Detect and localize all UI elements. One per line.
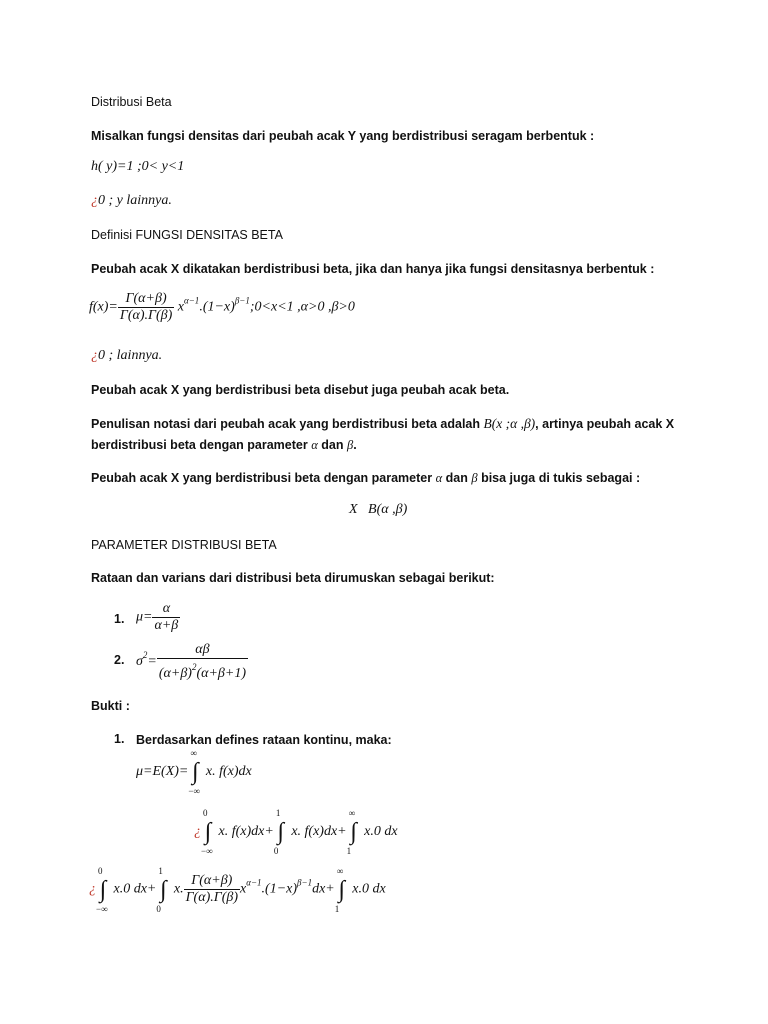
- written-text-b: dan: [445, 471, 468, 485]
- proof-label: Bukti :: [91, 699, 130, 713]
- variance-numerator: αβ: [157, 642, 248, 659]
- variance-den-b: (α+β+1): [196, 666, 246, 681]
- eq2-term2: x. f(x)dx+: [291, 824, 347, 840]
- beta-else-text: 0 ; lainnya.: [98, 348, 163, 363]
- integral-lower: −∞: [188, 786, 200, 796]
- uniform-else-text: 0 ; y lainnya.: [98, 193, 172, 208]
- inverted-question-glyph: ¿: [194, 824, 201, 840]
- notation-text-d: dan: [321, 438, 344, 452]
- eq3-exp-beta: β−1: [297, 877, 313, 888]
- document-title: Distribusi Beta: [91, 95, 172, 109]
- eq3-term3: dx+: [312, 881, 335, 897]
- integral-sign: ∫ ∞ 1: [346, 808, 357, 856]
- eq3-term4: x.0 dx: [352, 881, 386, 897]
- alpha-symbol: α: [311, 438, 318, 452]
- pdf-exp-beta: β−1: [234, 295, 250, 306]
- beta-pdf-formula: [89, 291, 355, 324]
- integral-upper: 1: [158, 865, 163, 876]
- mean-fraction: [152, 601, 180, 634]
- proof-item-text: Berdasarkan defines rataan kontinu, maka:: [136, 733, 392, 747]
- beta-else-line: [91, 348, 162, 364]
- pdf-mid: .(1−x): [199, 299, 235, 315]
- pdf-denominator: Γ(α).Γ(β): [119, 308, 173, 323]
- eq3-term1: x.0 dx+: [113, 881, 157, 897]
- mean-lhs: μ=: [136, 609, 153, 625]
- variance-den-sup: 2: [191, 662, 197, 672]
- mean-formula: [136, 601, 180, 634]
- written-text-a: Peubah acak X yang berdistribusi beta dengan parameter: [91, 471, 433, 485]
- pdf-fraction: [118, 291, 174, 324]
- integral-sign: ∫ 1 0: [273, 808, 285, 856]
- integral-lower: 1: [346, 846, 352, 856]
- integral-upper: 1: [275, 808, 281, 818]
- integral-upper: ∞: [336, 865, 344, 876]
- eq1-body: x. f(x)dx: [205, 764, 252, 780]
- variance-formula: [136, 642, 248, 682]
- distribution-notation: X B(α ,β): [349, 502, 408, 517]
- alpha-symbol: α: [435, 471, 443, 485]
- integral-sign: ∫ ∞ 1: [334, 865, 346, 914]
- paragraph-notation-line1: [91, 416, 674, 432]
- notation-text-a: Penulisan notasi dari peubah acak yang berdistribusi beta adalah: [91, 417, 481, 431]
- parameter-heading: PARAMETER DISTRIBUSI BETA: [91, 538, 277, 552]
- notation-formula: B(x ;α ,β): [483, 416, 536, 431]
- integral-upper: ∞: [190, 748, 197, 758]
- eq3-exp-alpha: α−1: [246, 877, 262, 888]
- intro-paragraph: Misalkan fungsi densitas dari peubah acak Y yang berdistribusi seragam berbentuk :: [91, 129, 595, 143]
- variance-number: 2.: [114, 653, 125, 667]
- variance-sigma: σ: [136, 654, 143, 670]
- pdf-conditions: ;0<x<1 ,α>0 ,β>0: [249, 299, 355, 315]
- paragraph-beta-variable: Peubah acak X yang berdistribusi beta disebut juga peubah acak beta.: [91, 383, 510, 397]
- pdf-lhs: f(x)=: [89, 299, 118, 315]
- mean-numerator: α: [152, 601, 180, 618]
- definition-text: Peubah acak X dikatakan berdistribusi beta, jika dan hanya jika fungsi densitasnya berbentuk :: [91, 262, 655, 276]
- notation-text-c: berdistribusi beta dengan parameter: [91, 438, 308, 452]
- eq3-term2: x.: [173, 881, 184, 897]
- eq3-fraction: [184, 873, 240, 906]
- uniform-density-formula: h( y)=1 ;0< y<1: [91, 159, 185, 174]
- integral-upper: 0: [98, 865, 103, 876]
- eq2-term3: x.0 dx: [364, 824, 398, 840]
- parameter-text: Rataan dan varians dari distribusi beta dirumuskan sebagai berikut:: [91, 571, 495, 585]
- variance-den-a: (α+β): [158, 666, 192, 681]
- uniform-else-line: [91, 193, 172, 209]
- eq3-numerator: Γ(α+β): [184, 873, 240, 890]
- integral-lower: 0: [156, 903, 161, 914]
- paragraph-notation-line2: [91, 437, 357, 453]
- variance-fraction: [157, 642, 248, 682]
- variance-denominator: [157, 659, 248, 682]
- pdf-x: x: [177, 299, 184, 315]
- integral-sign: ∫ 1 0: [156, 865, 167, 914]
- inverted-question-glyph: ¿: [89, 881, 96, 897]
- integral-lower: 1: [334, 903, 340, 914]
- mean-integral-eq3: [89, 865, 386, 914]
- integral-lower: −∞: [201, 846, 213, 856]
- definition-heading: Definisi FUNGSI DENSITAS BETA: [91, 228, 283, 242]
- written-text-c: bisa juga di tukis sebagai :: [481, 471, 641, 485]
- inverted-question-glyph: ¿: [91, 348, 98, 363]
- variance-sup: 2: [142, 650, 148, 661]
- integral-lower: −∞: [96, 903, 108, 914]
- variance-eq: =: [147, 654, 157, 670]
- proof-item-number: 1.: [114, 732, 125, 746]
- integral-sign: ∫ 0 −∞: [201, 808, 213, 856]
- integral-upper: 0: [203, 808, 208, 818]
- notation-text-e: .: [353, 438, 357, 452]
- mean-integral-eq2: [194, 808, 398, 856]
- integral-sign: ∫ 0 −∞: [96, 865, 108, 914]
- integral-upper: ∞: [348, 808, 356, 818]
- beta-symbol: β: [346, 438, 354, 452]
- integral-sign: ∫ ∞ −∞: [188, 748, 200, 796]
- eq3-denominator: Γ(α).Γ(β): [185, 890, 238, 905]
- eq3-x: x: [240, 881, 247, 897]
- notation-text-b: , artinya peubah acak X: [535, 417, 675, 431]
- beta-symbol: β: [471, 471, 478, 485]
- pdf-numerator: Γ(α+β): [118, 291, 174, 308]
- mean-denominator: α+β: [154, 618, 179, 633]
- inverted-question-glyph: ¿: [91, 193, 98, 208]
- mean-number: 1.: [114, 612, 125, 626]
- mean-integral-eq1: [136, 748, 252, 796]
- eq1-lhs: μ=E(X)=: [136, 764, 189, 780]
- pdf-exp-alpha: α−1: [184, 295, 200, 306]
- integral-lower: 0: [273, 846, 279, 856]
- eq3-mid: .(1−x): [261, 881, 298, 897]
- eq2-term1: x. f(x)dx+: [218, 824, 274, 840]
- paragraph-written-as: [91, 470, 640, 486]
